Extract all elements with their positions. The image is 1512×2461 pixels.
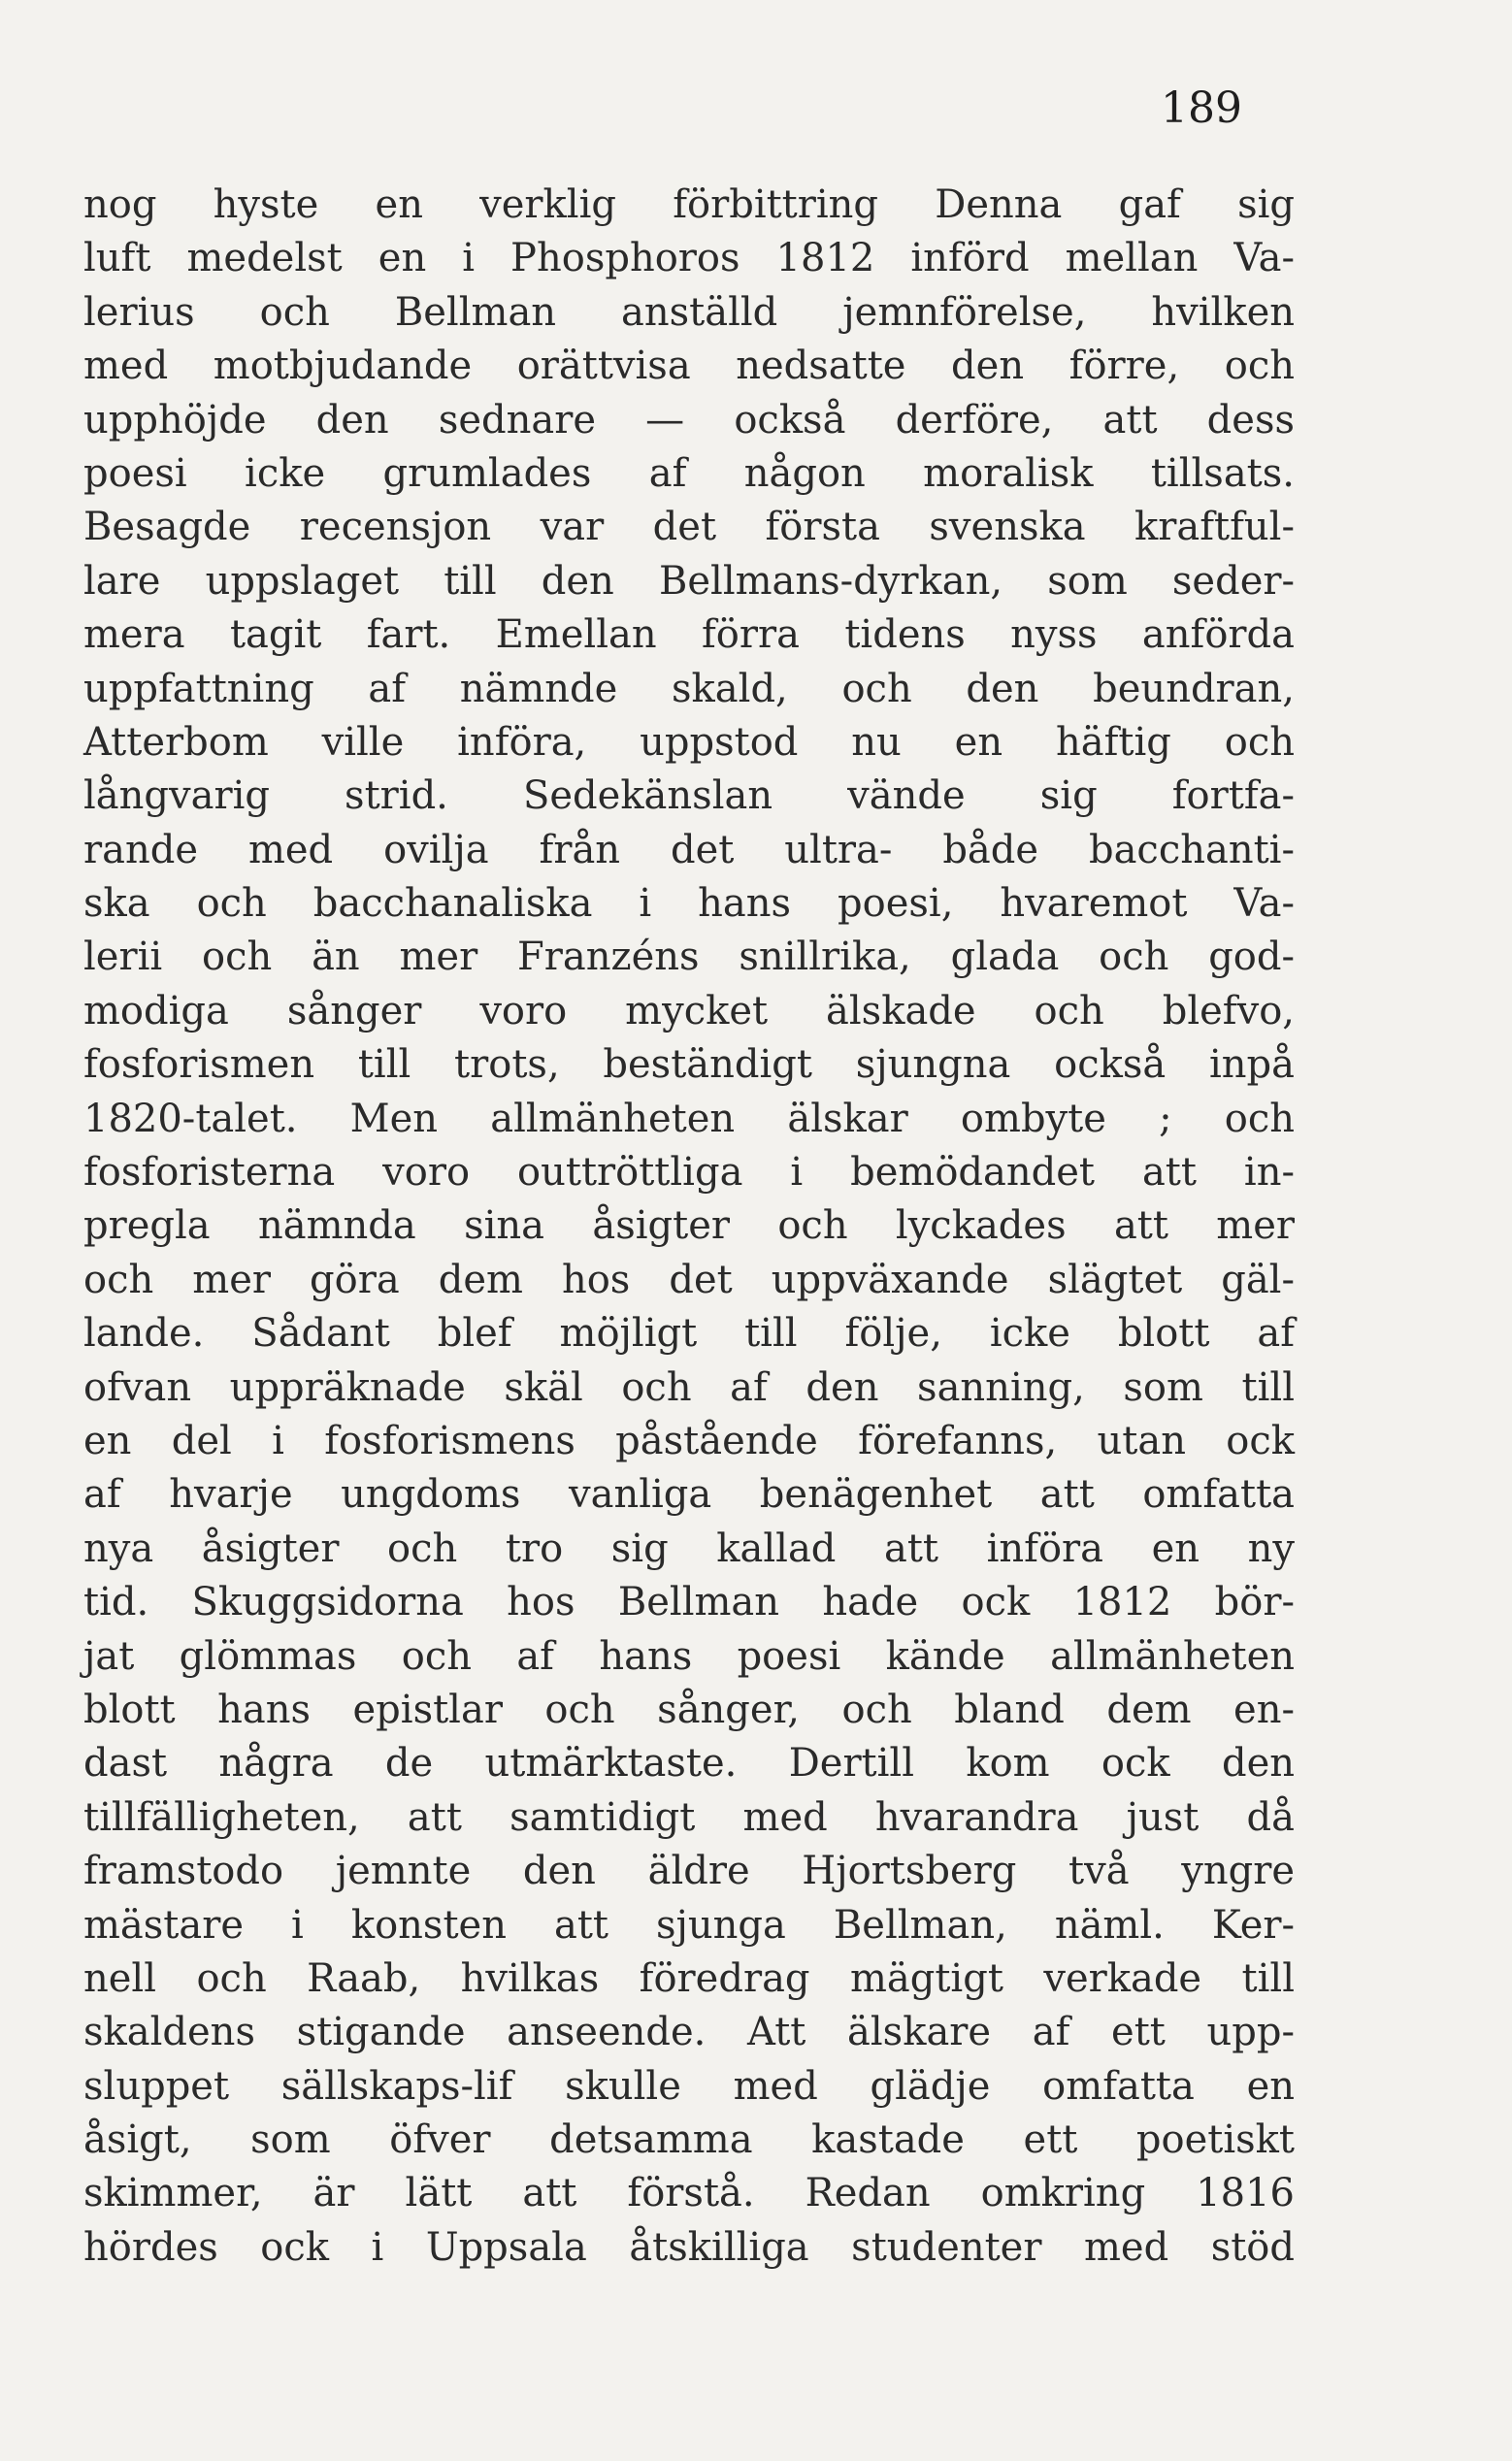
text-line: tillfälligheten, att samtidigt med hvarandra just då [83, 1794, 1295, 1840]
text-line: dast några de utmärktaste. Dertill kom ock den [83, 1741, 1295, 1787]
text-line: upphöjde den sednare — också derföre, att dess [83, 397, 1295, 443]
text-line: fosforismen till trots, beständigt sjungna också inpå [83, 1042, 1295, 1088]
text-line: pregla nämnda sina åsigter och lyckades att mer [83, 1203, 1295, 1249]
text-line: modiga sånger voro mycket älskade och blefvo, [83, 988, 1295, 1034]
text-line: och mer göra dem hos det uppväxande slägtet gäl- [83, 1257, 1295, 1302]
text-line: af hvarje ungdoms vanliga benägenhet att omfatta [83, 1472, 1295, 1518]
text-line: blott hans epistlar och sånger, och bland dem en- [83, 1687, 1295, 1732]
text-line: fosforisterna voro outtröttliga i bemödandet att in- [83, 1150, 1295, 1196]
text-line: skimmer, är lätt att förstå. Redan omkring 1816 [83, 2171, 1295, 2216]
text-line: nell och Raab, hvilkas föredrag mägtigt verkade till [83, 1955, 1295, 2001]
text-line: jat glömmas och af hans poesi kände allmänheten [83, 1633, 1295, 1679]
text-line: med motbjudande orättvisa nedsatte den förre, och [83, 344, 1295, 389]
text-line: luft medelst en i Phosphoros 1812 införd mellan Va- [83, 236, 1295, 281]
body-text [83, 179, 1295, 2275]
text-line: mera tagit fart. Emellan förra tidens nyss anförda [83, 612, 1295, 658]
text-line: lande. Sådant blef möjligt till följe, icke blott af [83, 1311, 1295, 1357]
text-line: lerius och Bellman anställd jemnförelse, hvilken [83, 289, 1295, 335]
text-line: sluppet sällskaps-lif skulle med glädje omfatta en [83, 2063, 1295, 2109]
text-line: Besagde recensjon var det första svenska kraftful- [83, 505, 1295, 550]
text-line: mästare i konsten att sjunga Bellman, näml. Ker- [83, 1902, 1295, 1948]
text-line: Atterbom ville införa, uppstod nu en häftig och [83, 719, 1295, 765]
text-line: tid. Skuggsidorna hos Bellman hade ock 1812 bör- [83, 1580, 1295, 1625]
text-line: lerii och än mer Franzéns snillrika, glada och god- [83, 935, 1295, 980]
text-line: uppfattning af nämnde skald, och den beundran, [83, 666, 1295, 711]
text-line: nya åsigter och tro sig kallad att införa en ny [83, 1526, 1295, 1571]
text-line: långvarig strid. Sedekänslan vände sig fortfa- [83, 773, 1295, 819]
text-line: hördes ock i Uppsala åtskilliga studenter med stöd [83, 2224, 1295, 2270]
text-line: nog hyste en verklig förbittring Denna gaf sig [83, 182, 1295, 227]
text-line: ofvan uppräknade skäl och af den sanning, som till [83, 1364, 1295, 1410]
text-line: en del i fosforismens påstående förefanns, utan ock [83, 1418, 1295, 1463]
text-line: 1820-talet. Men allmänheten älskar ombyte ; och [83, 1096, 1295, 1141]
page-number: 189 [1161, 83, 1242, 133]
text-line: poesi icke grumlades af någon moralisk tillsats. [83, 450, 1295, 496]
text-line: rande med ovilja från det ultra- både bacchanti- [83, 827, 1295, 872]
text-line: åsigt, som öfver detsamma kastade ett poetiskt [83, 2117, 1295, 2163]
text-line: ska och bacchanaliska i hans poesi, hvaremot Va- [83, 881, 1295, 927]
text-line: framstodo jemnte den äldre Hjortsberg två yngre [83, 1849, 1295, 1894]
text-line: skaldens stigande anseende. Att älskare af ett upp- [83, 2010, 1295, 2055]
text-line: lare uppslaget till den Bellmans-dyrkan, som seder- [83, 558, 1295, 604]
